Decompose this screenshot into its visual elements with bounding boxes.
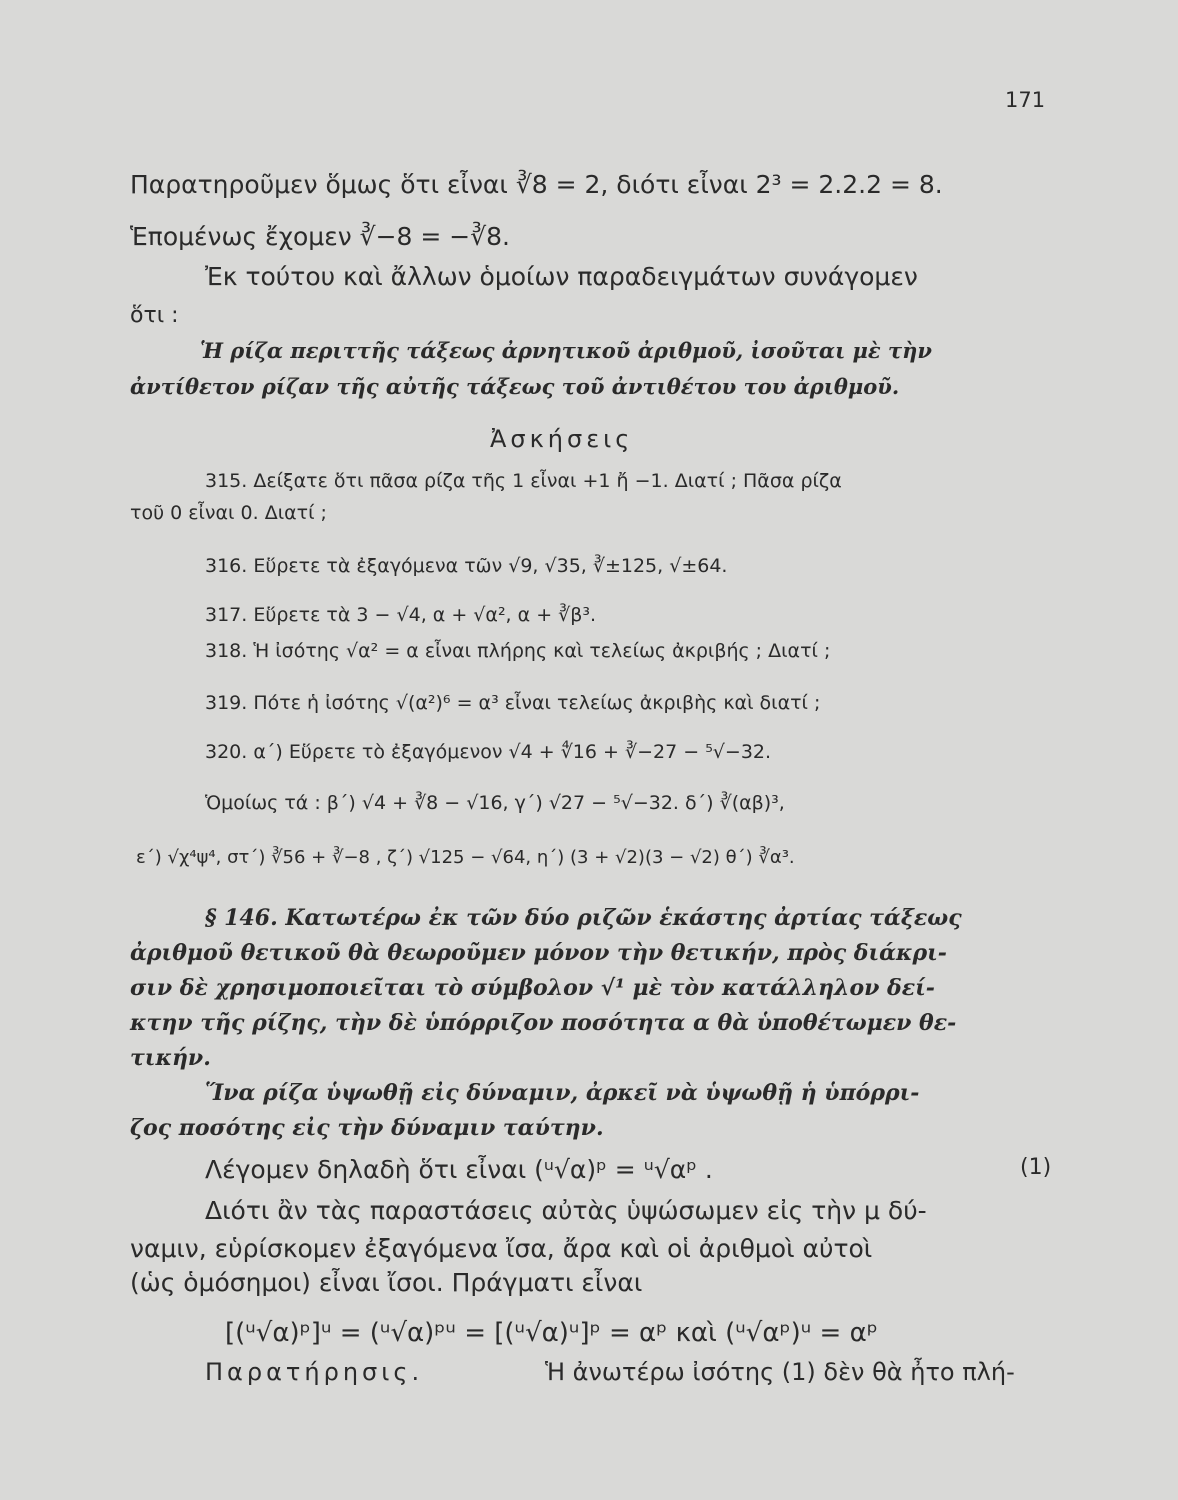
rule-line: Ἵνα ρίζα ὑψωθῇ εἰς δύναμιν, ἀρκεῖ νὰ ὑψωθῇ ἡ ὑπόρρι-	[205, 1080, 920, 1106]
text-line: ὅτι :	[130, 303, 179, 328]
exercise-line: 317. Εὕρετε τὰ 3 − √4, α + √α², α + ∛β³.	[205, 604, 597, 626]
exercise-line: ε΄) √χ⁴ψ⁴, στ΄) ∛56 + ∛−8 , ζ΄) √125 − √64, η΄) (3 + √2)(3 − √2) θ΄) ∛α³.	[136, 847, 795, 868]
equation-number: (1)	[1020, 1155, 1052, 1180]
section-line: σιν δὲ χρησιμοποιεῖται τὸ σύμβολον √¹ μὲ τὸν κατάλληλον δεί-	[130, 975, 935, 1001]
text-line: (ὡς ὁμόσημοι) εἶναι ἴσοι. Πράγματι εἶναι	[130, 1268, 643, 1297]
text-line: ναμιν, εὑρίσκομεν ἐξαγόμενα ἴσα, ἄρα καὶ οἱ ἀριθμοὶ αὐτοὶ	[130, 1234, 873, 1263]
text-line: Ἡ ἀνωτέρω ἰσότης (1) δὲν θὰ ἦτο πλή-	[545, 1358, 1015, 1386]
rule-line: ζος ποσότης εἰς τὴν δύναμιν ταύτην.	[130, 1115, 604, 1141]
section-line: ἀριθμοῦ θετικοῦ θὰ θεωροῦμεν μόνον τὴν θετικήν, πρὸς διάκρι-	[130, 940, 947, 966]
exercise-line: 318. Ἡ ἰσότης √α² = α εἶναι πλήρης καὶ τελείως ἀκριβής ; Διατί ;	[205, 640, 831, 662]
section-line: κτην τῆς ρίζης, τὴν δὲ ὑπόρριζον ποσότητα α θὰ ὑποθέτωμεν θε-	[130, 1010, 957, 1036]
exercises-heading: Ἀσκήσεις	[490, 425, 634, 453]
exercise-line: 319. Πότε ἡ ἰσότης √(α²)⁶ = α³ εἶναι τελείως ἀκριβὴς καὶ διατί ;	[205, 692, 821, 714]
exercise-line: τοῦ 0 εἶναι 0. Διατί ;	[130, 502, 327, 524]
text-line: Διότι ἂν τὰς παραστάσεις αὐτὰς ὑψώσωμεν εἰς τὴν μ δύ-	[205, 1196, 927, 1225]
text-line: Ἑπομένως ἔχομεν ∛−8 = −∛8.	[130, 222, 510, 251]
text-line: Λέγομεν δηλαδὴ ὅτι εἶναι (ᵘ√α)ᵖ = ᵘ√αᵖ .	[205, 1155, 713, 1184]
math-display: [(ᵘ√α)ᵖ]ᵘ = (ᵘ√α)ᵖᵘ = [(ᵘ√α)ᵘ]ᵖ = αᵖ καὶ (ᵘ√αᵖ)ᵘ = αᵖ	[225, 1318, 878, 1348]
section-line: τικήν.	[130, 1045, 211, 1071]
exercise-line: 320. α΄) Εὕρετε τὸ ἐξαγόμενον √4 + ∜16 + ∛−27 − ⁵√−32.	[205, 741, 772, 763]
theorem-line: ἀντίθετον ρίζαν τῆς αὐτῆς τάξεως τοῦ ἀντιθέτου του ἀριθμοῦ.	[130, 374, 900, 399]
page-number: 171	[1005, 88, 1046, 112]
exercise-line: Ὁμοίως τά : β΄) √4 + ∛8 − √16, γ΄) √27 − ⁵√−32. δ΄) ∛(αβ)³,	[205, 792, 785, 814]
section-line: § 146. Κατωτέρω ἐκ τῶν δύο ριζῶν ἑκάστης ἀρτίας τάξεως	[205, 905, 962, 931]
exercise-line: 315. Δείξατε ὅτι πᾶσα ρίζα τῆς 1 εἶναι +1 ἤ −1. Διατί ; Πᾶσα ρίζα	[205, 470, 842, 492]
remark-heading: Παρατήρησις.	[205, 1358, 424, 1386]
theorem-line: Ἡ ρίζα περιττῆς τάξεως ἀρνητικοῦ ἀριθμοῦ, ἰσοῦται μὲ τὴν	[200, 338, 932, 363]
text-line: Ἐκ τούτου καὶ ἄλλων ὁμοίων παραδειγμάτων συνάγομεν	[205, 262, 918, 291]
exercise-line: 316. Εὕρετε τὰ ἐξαγόμενα τῶν √9, √35, ∛±125, √±64.	[205, 555, 728, 577]
text-line: Παρατηροῦμεν ὅμως ὅτι εἶναι ∛8 = 2, διότι εἶναι 2³ = 2.2.2 = 8.	[130, 170, 943, 199]
